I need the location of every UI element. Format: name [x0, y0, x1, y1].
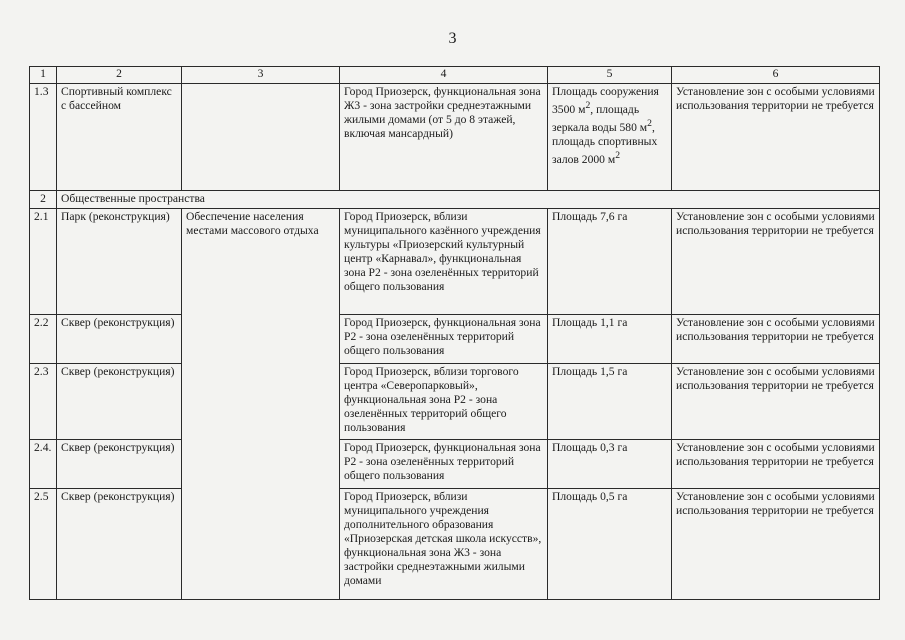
object-characteristics: Площадь 0,5 га [548, 489, 672, 600]
row-number: 1.3 [30, 84, 57, 191]
header-cell: 3 [182, 67, 340, 84]
object-location: Город Приозерск, вблизи муниципального казённого учреждения культуры «Приозерский культурный центр «Карнавал», функциональная зона Р2 - зона озеленённых территорий общего пользования [340, 209, 548, 315]
zone-conditions: Установление зон с особыми условиями использования территории не требуется [672, 440, 880, 489]
object-location: Город Приозерск, вблизи муниципального учреждения дополнительного образования «Приозерская детская школа искусств», функциональная зона Ж3 - зона застройки среднеэтажными жилыми домами [340, 489, 548, 600]
section-number: 2 [30, 191, 57, 209]
zone-conditions: Установление зон с особыми условиями использования территории не требуется [672, 364, 880, 440]
table-row [30, 84, 880, 191]
table-row [30, 209, 880, 315]
row-number: 2.5 [30, 489, 57, 600]
zone-conditions: Установление зон с особыми условиями использования территории не требуется [672, 315, 880, 364]
row-number: 2.1 [30, 209, 57, 315]
object-characteristics: Площадь 1,1 га [548, 315, 672, 364]
section-title: Общественные пространства [57, 191, 880, 209]
page-number: 3 [448, 30, 457, 47]
object-name: Сквер (реконструкция) [57, 489, 182, 600]
zone-conditions: Установление зон с особыми условиями использования территории не требуется [672, 84, 880, 191]
row-number: 2.3 [30, 364, 57, 440]
object-name: Сквер (реконструкция) [57, 440, 182, 489]
header-cell: 5 [548, 67, 672, 84]
object-name: Сквер (реконструкция) [57, 315, 182, 364]
object-location: Город Приозерск, функциональная зона Р2 - зона озеленённых территорий общего пользования [340, 440, 548, 489]
object-purpose: Обеспечение населения местами массового отдыха [182, 209, 340, 600]
header-cell: 1 [30, 67, 57, 84]
object-characteristics: Площадь 7,6 га [548, 209, 672, 315]
row-number: 2.2 [30, 315, 57, 364]
object-name: Парк (реконструкция) [57, 209, 182, 315]
object-location: Город Приозерск, функциональная зона Р2 - зона озеленённых территорий общего пользования [340, 315, 548, 364]
header-cell: 4 [340, 67, 548, 84]
zone-conditions: Установление зон с особыми условиями использования территории не требуется [672, 209, 880, 315]
table-row [30, 440, 880, 489]
object-characteristics: Площадь 0,3 га [548, 440, 672, 489]
object-location: Город Приозерск, вблизи торгового центра «Северопарковый», функциональная зона Р2 - зона озеленённых территорий общего пользования [340, 364, 548, 440]
table-header-row [30, 67, 880, 84]
table-row [30, 364, 880, 440]
row-number: 2.4. [30, 440, 57, 489]
zone-conditions: Установление зон с особыми условиями использования территории не требуется [672, 489, 880, 600]
object-name: Спортивный комплекс с бассейном [57, 84, 182, 191]
table-row [30, 315, 880, 364]
object-characteristics: Площадь сооружения 3500 $м^2$, площадь зеркала воды 580 $м^2$, площадь спортивных залов 2000 $м^2$ [548, 84, 672, 191]
object-location: Город Приозерск, функциональная зона Ж3 - зона застройки среднеэтажными жилыми домами (от 5 до 8 этажей, включая мансардный) [340, 84, 548, 191]
table-row [30, 489, 880, 600]
object-purpose [182, 84, 340, 191]
object-characteristics: Площадь 1,5 га [548, 364, 672, 440]
section-row [30, 191, 880, 209]
planning-table [29, 66, 880, 600]
header-cell: 2 [57, 67, 182, 84]
object-name: Сквер (реконструкция) [57, 364, 182, 440]
header-cell: 6 [672, 67, 880, 84]
